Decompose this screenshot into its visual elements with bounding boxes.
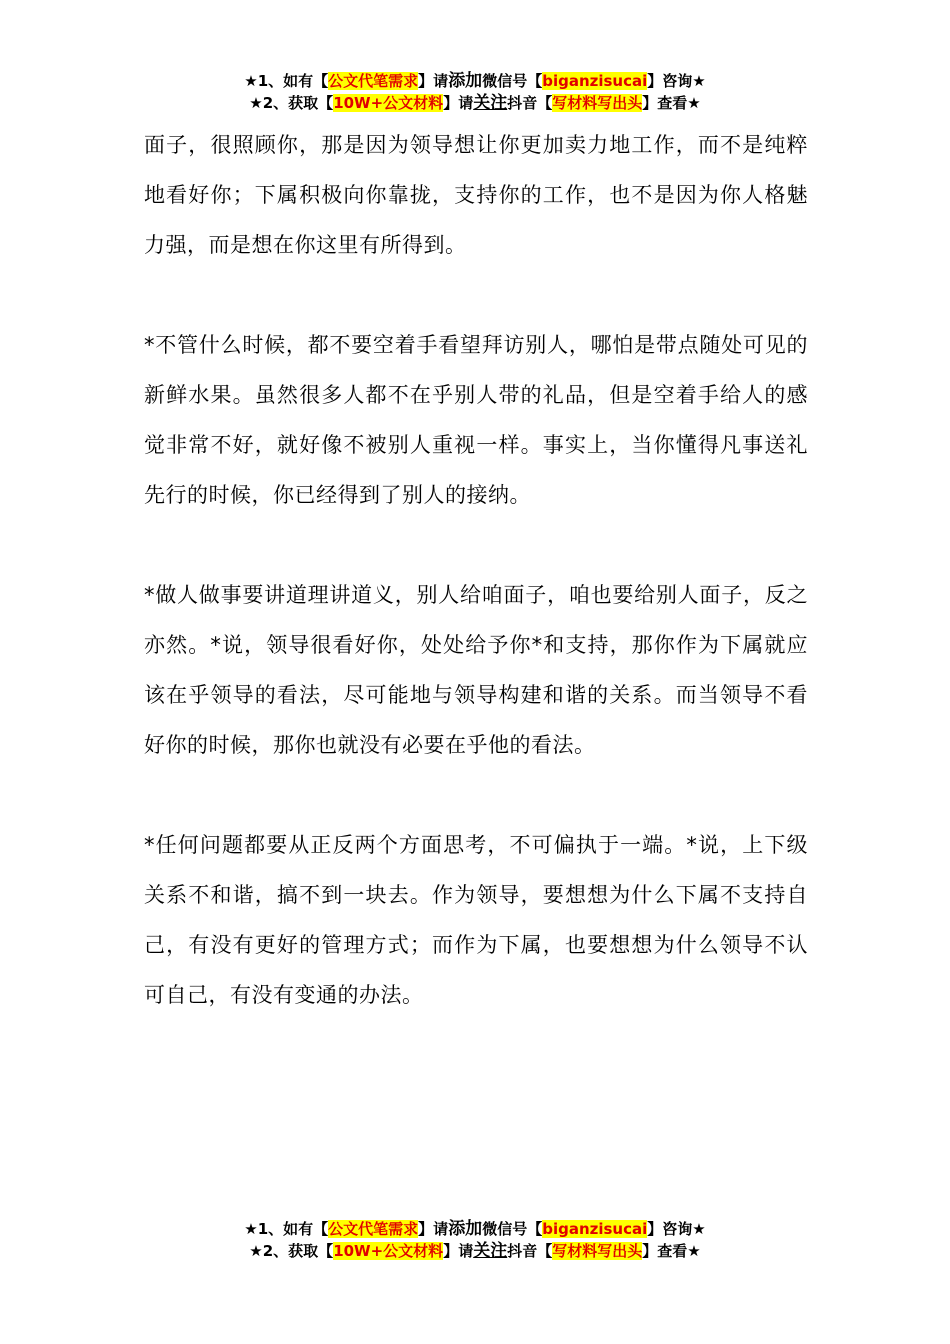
banner-text: 】请	[443, 94, 474, 112]
banner-line-2	[0, 92, 950, 114]
highlight-materials: 10W+公文材料	[333, 94, 444, 112]
banner-text: ★2、获取【	[249, 94, 334, 112]
banner-text: ★2、获取【	[249, 1242, 334, 1260]
banner-line-1	[0, 70, 950, 92]
banner-text: 】咨询★	[647, 72, 706, 90]
paragraph: *不管什么时候，都不要空着手看望拜访别人，哪怕是带点随处可见的新鲜水果。虽然很多人都不在乎别人带的礼品，但是空着手给人的感觉非常不好，就好像不被别人重视一样。事实上，当你懂得凡事送礼先行的时候，你已经得到了别人的接纳。	[144, 333, 808, 507]
banner-line-1	[0, 1218, 950, 1240]
banner-text: 抖音【	[507, 94, 553, 112]
banner-text: ★1、如有【	[244, 1220, 329, 1238]
banner-text: 】查看★	[642, 1242, 701, 1260]
paragraph: *任何问题都要从正反两个方面思考，不可偏执于一端。*说，上下级关系不和谐，搞不到一块去。作为领导，要想想为什么下属不支持自己，有没有更好的管理方式；而作为下属，也要想想为什么领导不认可自己，有没有变通的办法。	[144, 833, 808, 1007]
highlight-service: 公文代笔需求	[328, 72, 419, 90]
banner-text: 】请	[418, 1220, 449, 1238]
banner-text: 】请	[443, 1242, 474, 1260]
highlight-wechat-id: biganzisucai	[542, 1220, 648, 1238]
highlight-service: 公文代笔需求	[328, 1220, 419, 1238]
banner-line-2	[0, 1240, 950, 1262]
banner-text: 】咨询★	[647, 1220, 706, 1238]
emphasis-text: 关注	[473, 93, 508, 113]
highlight-douyin-id: 写材料写出头	[552, 1242, 643, 1260]
highlight-douyin-id: 写材料写出头	[552, 94, 643, 112]
banner-text: 微信号【	[482, 72, 543, 90]
banner-text: ★1、如有【	[244, 72, 329, 90]
banner-text: 】请	[418, 72, 449, 90]
header-banner	[0, 70, 950, 114]
emphasis-text: 添加	[448, 71, 483, 91]
banner-text: 微信号【	[482, 1220, 543, 1238]
highlight-wechat-id: biganzisucai	[542, 72, 648, 90]
banner-text: 】查看★	[642, 94, 701, 112]
banner-text: 抖音【	[507, 1242, 553, 1260]
footer-banner	[0, 1218, 950, 1262]
paragraph: *做人做事要讲道理讲道义，别人给咱面子，咱也要给别人面子，反之亦然。*说，领导很看好你，处处给予你*和支持，那你作为下属就应该在乎领导的看法，尽可能地与领导构建和谐的关系。而当领导不看好你的时候，那你也就没有必要在乎他的看法。	[144, 583, 808, 757]
emphasis-text: 关注	[473, 1241, 508, 1261]
paragraph: 面子，很照顾你，那是因为领导想让你更加卖力地工作，而不是纯粹地看好你；下属积极向你靠拢，支持你的工作，也不是因为你人格魅力强，而是想在你这里有所得到。	[144, 133, 808, 257]
emphasis-text: 添加	[448, 1219, 483, 1239]
document-body	[144, 120, 808, 1070]
highlight-materials: 10W+公文材料	[333, 1242, 444, 1260]
